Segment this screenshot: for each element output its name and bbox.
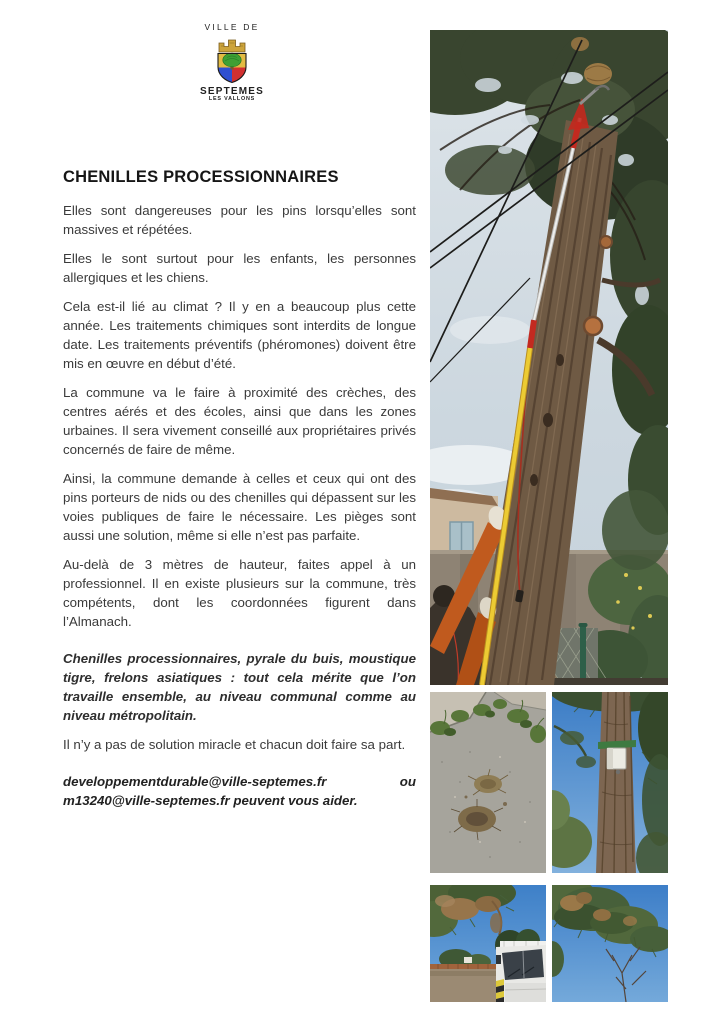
photo-pole-saw-pruning [430, 30, 668, 685]
article-paragraph: Au-delà de 3 mètres de hauteur, faites appel à un professionnel. Il en existe plusieurs sur la commune, très compétents, dont les coordonnées figurent dans l’Almanach. [63, 557, 416, 629]
logo-top-label: VILLE DE [204, 22, 260, 32]
emphasis-paragraph: Chenilles processionnaires, pyrale du buis, moustique tigre, frelons asiatiques : tout cela mérite que l’on travaille ensemble, au niveau communal comme au niveau métropolitain. [63, 651, 416, 723]
photo-nest-on-ground [430, 692, 546, 873]
photo-pine-branches-sky [552, 885, 668, 1002]
article-paragraph: Elles sont dangereuses pour les pins lorsqu’elles sont massives et répétées. [63, 203, 416, 237]
article-paragraph: La commune va le faire à proximité des crèches, des centres aérés et des écoles, ainsi que dans les zones urbaines. Il sera vivement conseillé aux propriétaires privés concernés de faire de même. [63, 385, 416, 457]
photo-pine-wall-truck [430, 885, 546, 1002]
photo-branches-illustration [552, 885, 668, 1002]
city-logo [191, 22, 273, 102]
article-paragraph: Ainsi, la commune demande à celles et ceux qui ont des pins porteurs de nids ou des chenilles qui dépassent sur les voies publiques de faire le nécessaire. Les pièges sont aussi une solution, même si elle n’est pas parfaite. [63, 471, 416, 543]
photo-trap-illustration [552, 692, 668, 873]
photo-main-illustration [430, 30, 668, 685]
article-paragraph: Cela est-il lié au climat ? Il y en a beaucoup plus cette année. Les traitements chimiques sont interdits de longue date. Les traitements préventifs (phéromones) doivent être mis en œuvre en début d’été. [63, 299, 416, 371]
article [63, 168, 416, 820]
photo-truck-illustration [430, 885, 546, 1002]
article-title: CHENILLES PROCESSIONNAIRES [63, 168, 339, 186]
logo-city-subname: LES VALLONS [208, 96, 256, 102]
logo-city-name: SEPTEMES [199, 86, 265, 97]
article-paragraph: Elles le sont surtout pour les enfants, les personnes allergiques et les chiens. [63, 251, 416, 285]
closing-line: Il n’y a pas de solution miracle et chacun doit faire sa part. [63, 737, 406, 752]
photo-trap-on-trunk [552, 692, 668, 873]
contact-emails-line: developpementdurable@ville-septemes.fr ou m13240@ville-septemes.fr peuvent vous aider. [63, 774, 416, 808]
city-crest-icon [209, 34, 255, 86]
photo-nest-illustration [430, 692, 546, 873]
